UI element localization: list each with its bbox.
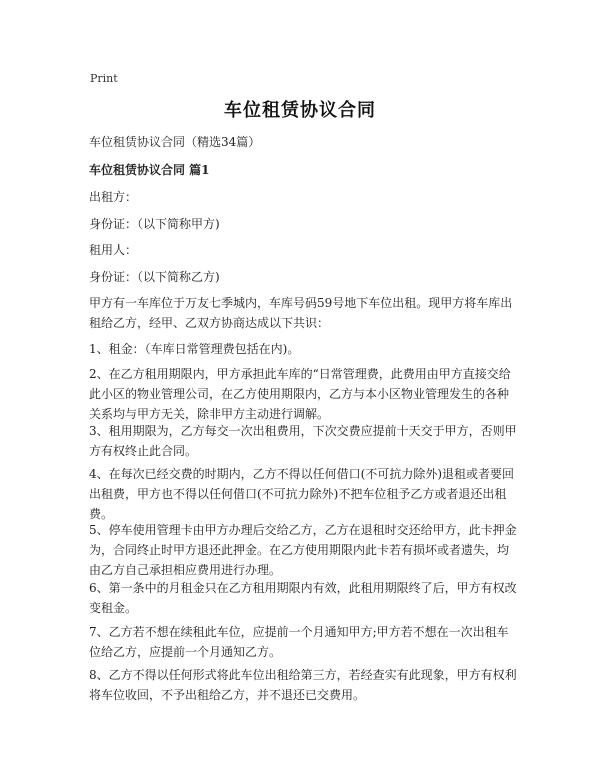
clause-7: 7、乙方若不想在续租此车位，应提前一个月通知甲方;甲方若不想在一次出租车位给乙方，应提前一个月通知乙方。 [89,625,509,659]
lessee-id-line: 身份证：（以下简称乙方) [89,270,220,284]
clause-4: 4、在每次已经交费的时期内，乙方不得以任何借口(不可抗力除外)退租或者要回出租费，甲方也不得以任何借口(不可抗力除外)不把车位租予乙方或者退还出租费。 [89,467,515,521]
document-subtitle: 车位租赁协议合同（精选34篇） [89,135,261,149]
clause-5: 5、停车使用管理卡由甲方办理后交给乙方，乙方在退租时交还给甲方，此卡押金为，合同终止时甲方退还此押金。在乙方使用期限内此卡若有损坏或者遗失，均由乙方自己承担相应费用进行办理。 [89,523,517,577]
section-heading: 车位租赁协议合同 篇1 [89,163,210,177]
document-title: 车位租赁协议合同 [224,100,376,121]
print-label[interactable]: Print [90,72,118,85]
clause-6: 6、第一条中的月租金只在乙方租用期限内有效，此租用期限终了后，甲方有权改变租金。 [89,581,517,615]
lessee-line: 租用人： [89,243,138,257]
clause-1: 1、租金：（车库日常管理费包括在内)。 [89,342,300,356]
clause-3: 3、租用期限为，乙方每交一次出租费用，下次交费应提前十天交于甲方，否则甲方有权终止此合同。 [89,424,517,458]
clause-8: 8、乙方不得以任何形式将此车位出租给第三方，若经查实有此现象，甲方有权利将车位收回，不予出租给乙方，并不退还已交费用。 [89,668,517,702]
clause-2: 2、在乙方租用期限内，甲方承担此车库的“日常管理费，此费用由甲方直接交给此小区的物业管理公司，在乙方使用期限内，乙方与本小区物业管理发生的各种关系均与甲方无关，除非甲方主动进行调解。 [89,367,511,421]
lessor-id-line: 身份证：（以下简称甲方) [89,217,220,231]
lessor-line: 出租方： [89,190,138,204]
intro-paragraph: 甲方有一车库位于万友七季城内，车库号码59号地下车位出租。现甲方将车库出租给乙方，经甲、乙双方协商达成以下共识： [89,296,513,330]
